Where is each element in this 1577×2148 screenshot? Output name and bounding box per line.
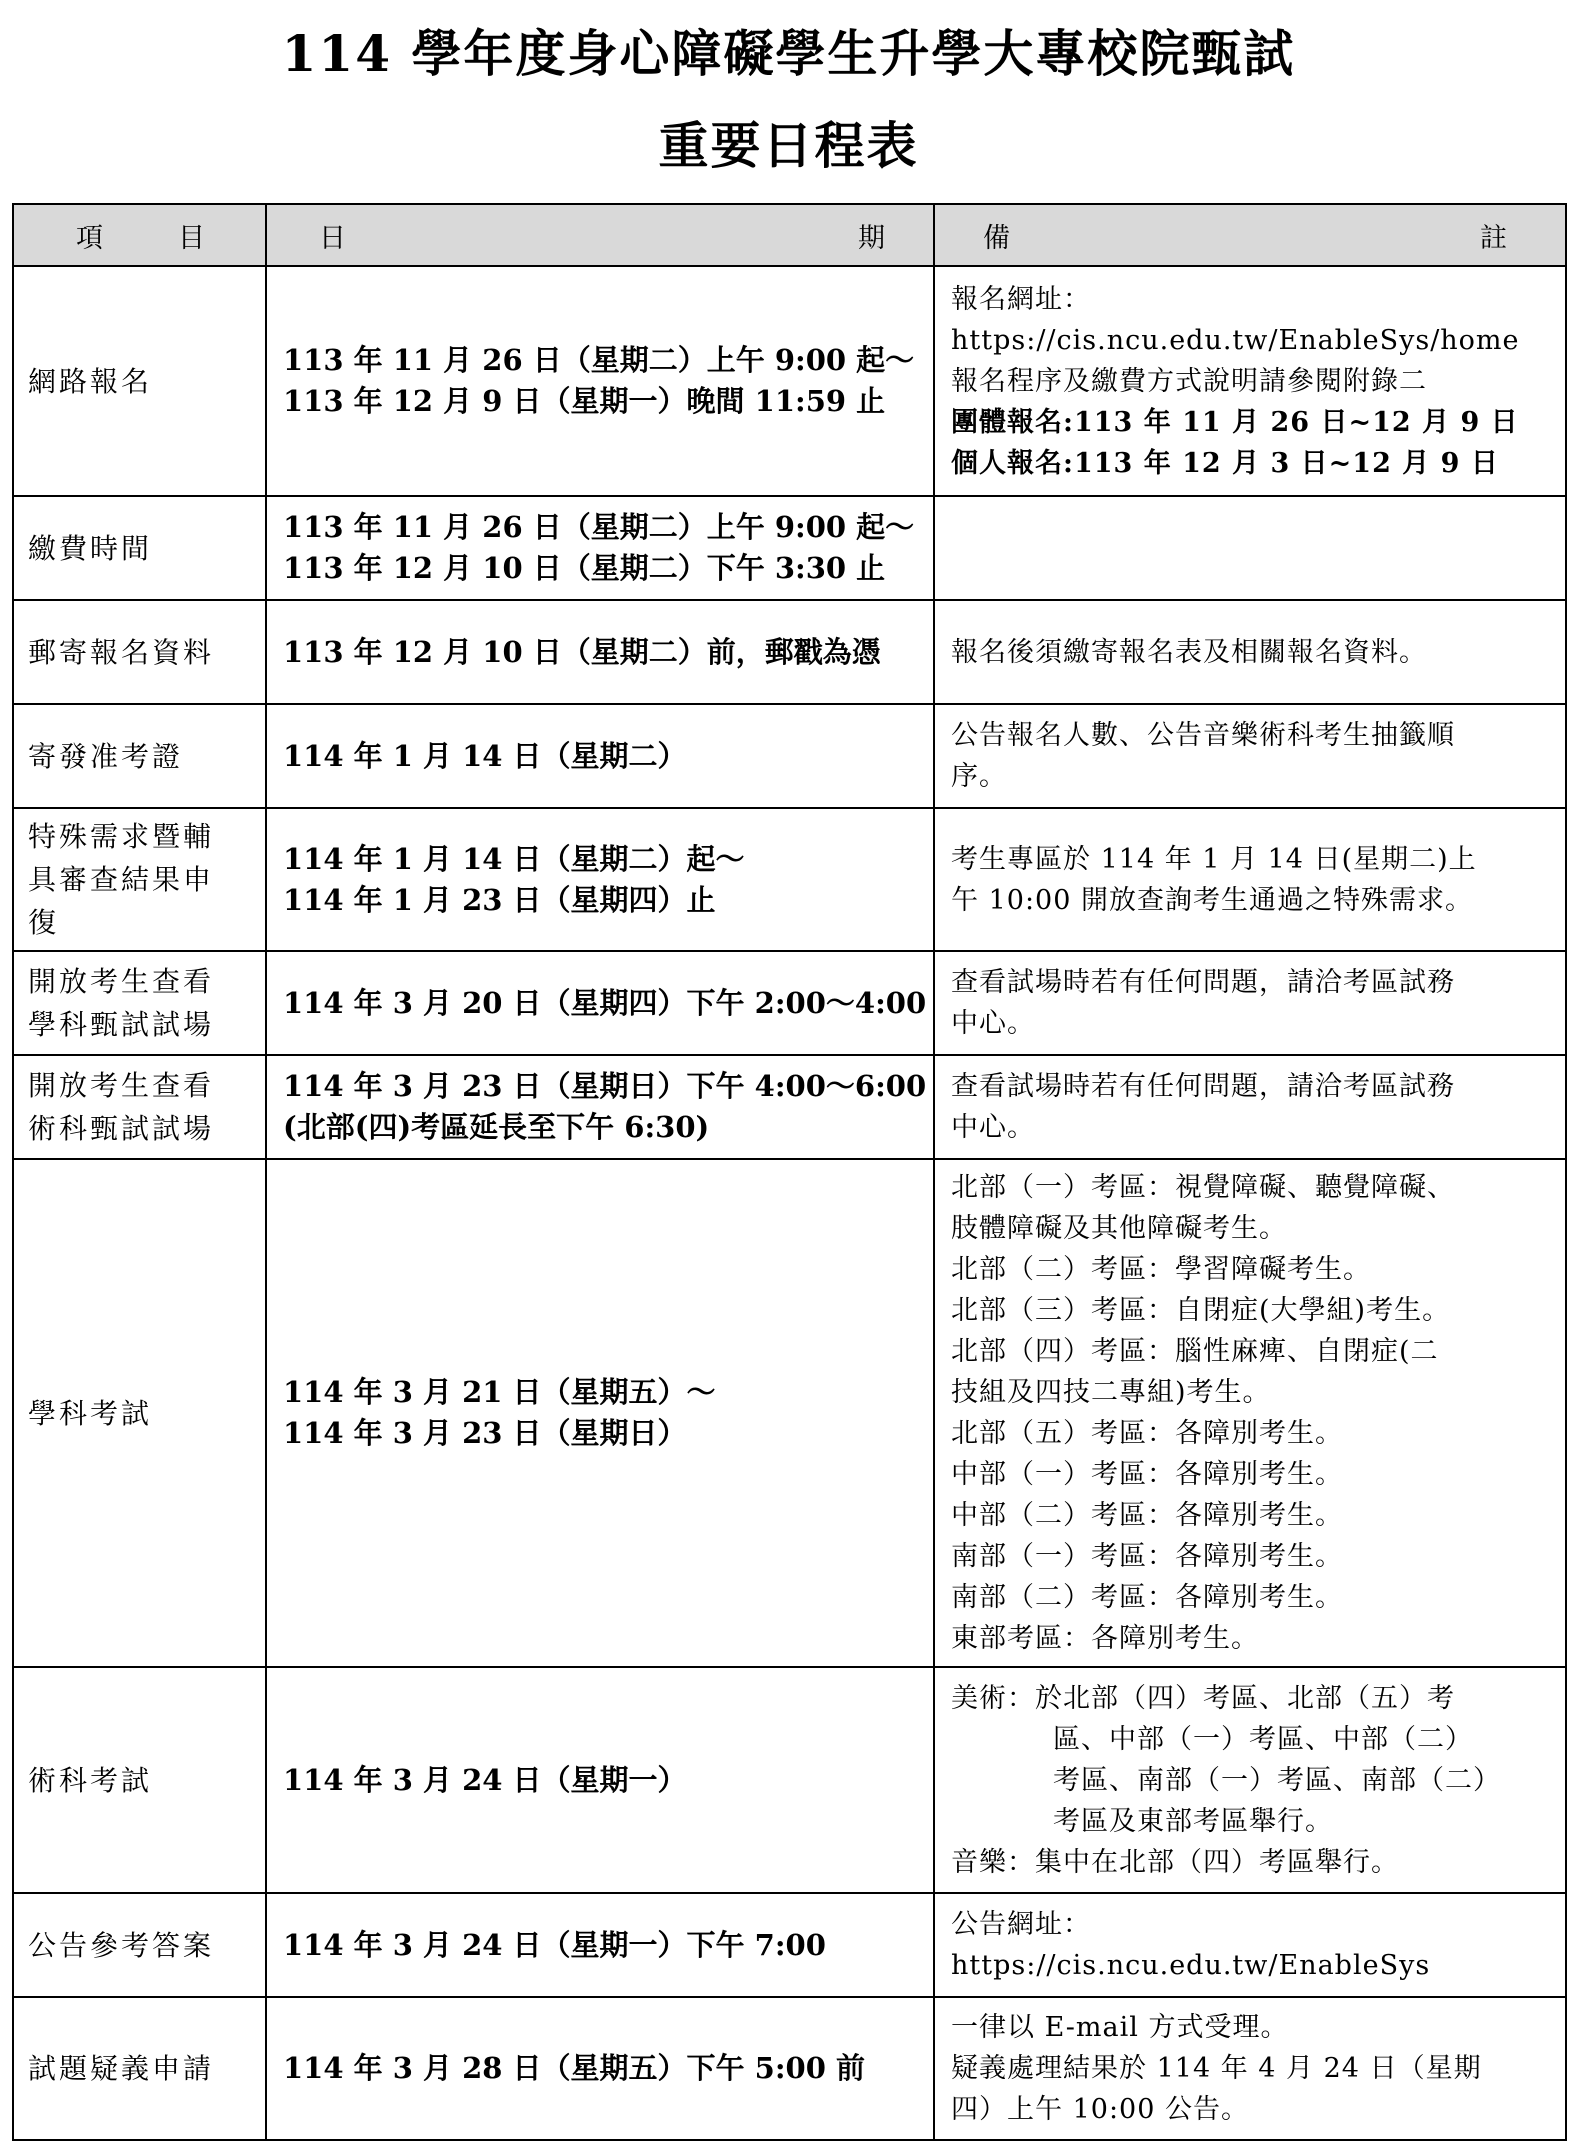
row-item: 術科考試 <box>13 1667 266 1893</box>
row-note: 考生專區於 114 年 1 月 14 日(星期二)上 午 10:00 開放查詢考生通過之特殊需求。 <box>934 808 1566 951</box>
row-date: 114 年 3 月 24 日（星期一） <box>266 1667 934 1893</box>
row-date: 114 年 3 月 20 日（星期四）下午 2:00～4:00 <box>266 951 934 1055</box>
registration-url: https://cis.ncu.edu.tw/EnableSys/home <box>951 324 1520 356</box>
table-row <box>13 1055 1566 1159</box>
table-row <box>13 704 1566 808</box>
row-date: 114 年 3 月 24 日（星期一）下午 7:00 <box>266 1893 934 1997</box>
row-date: 113 年 11 月 26 日（星期二）上午 9:00 起～ 113 年 12 月 9 日（星期一）晚間 11:59 止 <box>266 266 934 496</box>
table-row <box>13 1997 1566 2140</box>
table-row <box>13 808 1566 951</box>
row-note: 報名網址： https://cis.ncu.edu.tw/EnableSys/home 報名程序及繳費方式說明請參閱附錄二 團體報名:113 年 11 月 26 日~12 月 9 日 個人報名:113 年 12 月 3 日~12 月 9 日 <box>934 266 1566 496</box>
row-date: 114 年 3 月 28 日（星期五）下午 5:00 前 <box>266 1997 934 2140</box>
row-date: 113 年 11 月 26 日（星期二）上午 9:00 起～ 113 年 12 月 10 日（星期二）下午 3:30 止 <box>266 496 934 600</box>
row-date: 114 年 3 月 23 日（星期日）下午 4:00～6:00 (北部(四)考區延長至下午 6:30) <box>266 1055 934 1159</box>
table-row <box>13 600 1566 704</box>
table-row <box>13 1667 1566 1893</box>
row-item: 公告參考答案 <box>13 1893 266 1997</box>
row-item: 特殊需求暨輔 具審查結果申 復 <box>13 808 266 951</box>
row-item: 網路報名 <box>13 266 266 496</box>
table-row <box>13 1893 1566 1997</box>
row-item: 寄發准考證 <box>13 704 266 808</box>
row-note: 報名後須繳寄報名表及相關報名資料。 <box>934 600 1566 704</box>
row-note: 公告網址： https://cis.ncu.edu.tw/EnableSys <box>934 1893 1566 1997</box>
table-row <box>13 1159 1566 1667</box>
row-item: 郵寄報名資料 <box>13 600 266 704</box>
row-note: 一律以 E-mail 方式受理。 疑義處理結果於 114 年 4 月 24 日（星期 四）上午 10:00 公告。 <box>934 1997 1566 2140</box>
row-note: 查看試場時若有任何問題，請洽考區試務 中心。 <box>934 1055 1566 1159</box>
row-note: 美術：於北部（四）考區、北部（五）考 區、中部（一）考區、中部（二） 考區、南部（一）考區、南部（二） 考區及東部考區舉行。 音樂：集中在北部（四）考區舉行。 <box>934 1667 1566 1893</box>
table-row <box>13 266 1566 496</box>
row-note: 公告報名人數、公告音樂術科考生抽籤順 序。 <box>934 704 1566 808</box>
table-header-row <box>13 204 1566 266</box>
row-note: 查看試場時若有任何問題，請洽考區試務 中心。 <box>934 951 1566 1055</box>
header-item: 項 目 <box>13 204 266 266</box>
schedule-table <box>12 203 1567 2141</box>
row-item: 繳費時間 <box>13 496 266 600</box>
row-note: 北部（一）考區：視覺障礙、聽覺障礙、 肢體障礙及其他障礙考生。 北部（二）考區：學習障礙考生。 北部（三）考區：自閉症(大學組)考生。 北部（四）考區：腦性麻痺、自閉症(二 技組及四技二專組)考生。 北部（五）考區：各障別考生。 中部（一）考區：各障別考生。 中部（二）考區：各障別考生。 南部（一）考區：各障別考生。 南部（二）考區：各障別考生。 東部考區：各障別考生。 <box>934 1159 1566 1667</box>
row-item: 試題疑義申請 <box>13 1997 266 2140</box>
row-item: 開放考生查看 術科甄試試場 <box>13 1055 266 1159</box>
table-row <box>13 496 1566 600</box>
row-date: 114 年 3 月 21 日（星期五）～ 114 年 3 月 23 日（星期日） <box>266 1159 934 1667</box>
table-row <box>13 951 1566 1055</box>
row-date: 113 年 12 月 10 日（星期二）前，郵戳為憑 <box>266 600 934 704</box>
row-date: 114 年 1 月 14 日（星期二） <box>266 704 934 808</box>
answer-url: https://cis.ncu.edu.tw/EnableSys <box>951 1950 1431 1981</box>
page-subtitle: 重要日程表 <box>658 116 919 175</box>
header-note: 備 註 <box>934 204 1566 266</box>
page-title: 114 學年度身心障礙學生升學大專校院甄試 <box>281 24 1296 83</box>
row-item: 學科考試 <box>13 1159 266 1667</box>
header-date: 日 期 <box>266 204 934 266</box>
row-item: 開放考生查看 學科甄試試場 <box>13 951 266 1055</box>
row-date: 114 年 1 月 14 日（星期二）起～ 114 年 1 月 23 日（星期四）止 <box>266 808 934 951</box>
row-note <box>934 496 1566 600</box>
